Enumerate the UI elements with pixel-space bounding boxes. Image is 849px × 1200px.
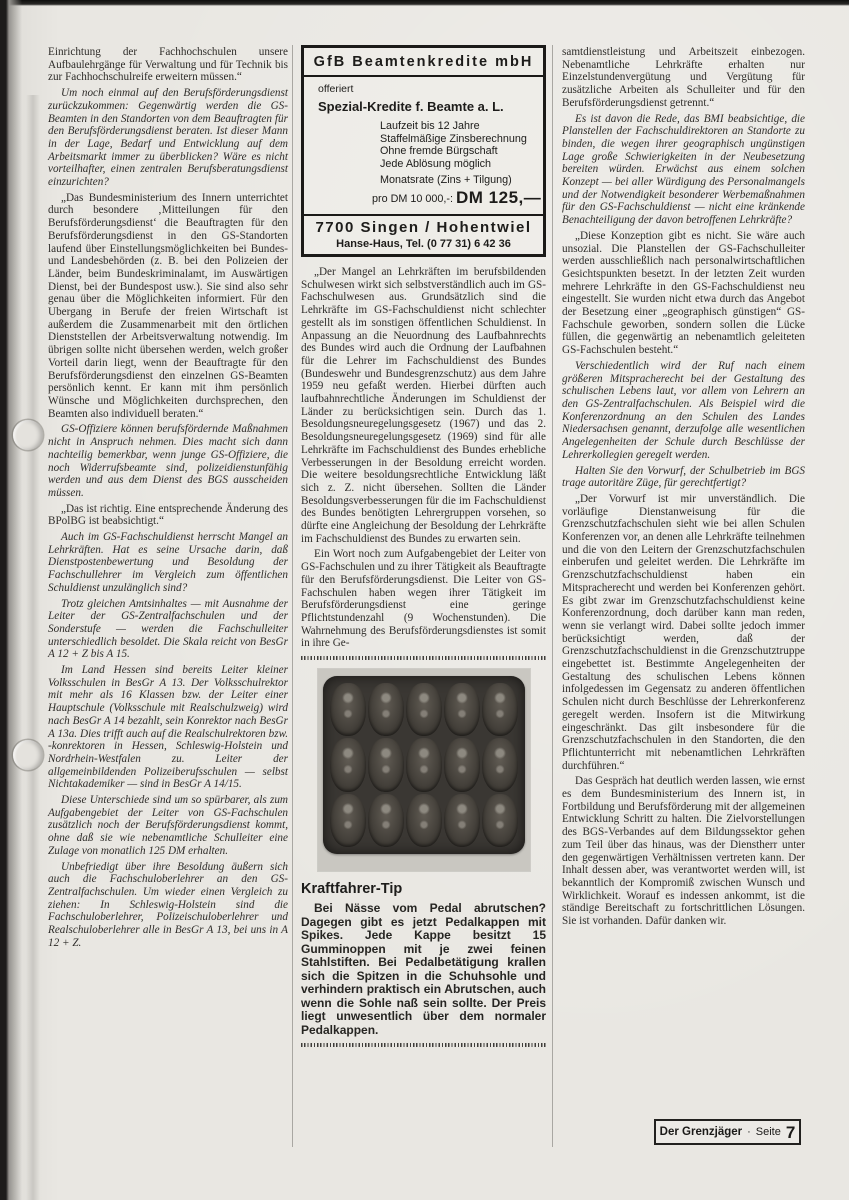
rubber-stud xyxy=(482,794,518,847)
ad-feature: Staffelmäßige Zinsberechnung xyxy=(380,132,527,145)
footer-separator: · xyxy=(747,1126,751,1138)
page-label: Seite xyxy=(755,1126,781,1138)
paragraph: Im Land Hessen sind bereits Leiter kleiner Volksschulen in BesGr A 13. Der Volksschulrektor mit mehr als 16 Klassen bzw. der Leiter einer Hauptschule (Volksschule mit Realschulzweig) wird nach BesGr A 14 bezahlt, sein Konrektor nach BesGr A 13a. Dies trifft auch auf die Realschulrektoren bzw. -konrektoren in Hessen, Schleswig-Holstein und Nordrhein-Westfalen zu. Leiter der allgemeinbildenden Polizeiberufsschulen — selbst Nichtakademiker — sind in BesGr A 14/15. xyxy=(48,664,288,791)
ad-feature: Ohne fremde Bürgschaft xyxy=(380,145,498,157)
page-fold-shadow xyxy=(26,95,40,1200)
journal-title: Der Grenzjäger xyxy=(659,1126,743,1138)
column-left xyxy=(48,46,288,953)
paragraph: „Der Vorwurf ist mir unverständlich. Die vorläufige Dienstanweisung für die Grenzschutzfachschulen sieht wie bei allen Schulen Konferenzen vor, an denen alle Lehrkräfte teilnehmen und die von den Leitern der Grenzschutzfachschulen einberufen und geleitet werden. Die Lehrkräfte im Grenzschutzfachschuldienst haben ein Mitspracherecht und werden bei Konferenzen gehört. Es gibt zwar im Grenzschutzfachschuldienst keine Konferenzordnung, doch darüber kann man reden, wenn sie verlangt wird. Dabei sollte jedoch immer berücksichtigt werden, daß der Grenzschutzfachschuldienst in die Grenzschutztruppe eingebettet ist. Bestimmte Angelegenheiten der Gestaltung des schulischen Lebens können infolgedessen im Gegensatz zu anderen öffentlichen Schulen nicht durch Beschlüsse der Lehrerkonferenz geregelt werden. Insofern ist die Mitwirkung eingeschränkt. Das gilt insbesondere für die Grenzschutzfachschulen in den Standorten, die den Pflichtunterricht mit nebenamtlichen Lehrkräften durchführen.“ xyxy=(562,492,805,772)
dotted-divider-bottom xyxy=(301,1043,546,1047)
paragraph: Halten Sie den Vorwurf, der Schulbetrieb im BGS trage autoritäre Züge, für gerechtfertigt? xyxy=(562,464,805,490)
ad-city: 7700 Singen / Hohentwiel xyxy=(315,219,532,236)
column-middle-text xyxy=(301,266,546,650)
ad-contact: Hanse-Haus, Tel. (0 77 31) 6 42 36 xyxy=(336,238,511,250)
scan-edge-top xyxy=(0,0,849,6)
rubber-stud xyxy=(406,738,442,791)
paragraph: „Das Bundesministerium des Innern unterrichtet durch besondere ‚Mitteilungen für den Berufsförderungsdienst‘ die Beauftragten für den Berufsförderungsdienst in den GS-Standorten laufend über Einstellungsmöglichkeiten bei Bundes- und Landesbehörden (z. B. bei den Polizeien der Länder, beim Bundeskriminalamt, im Auswärtigen Dienst, bei der Bundespost usw.). Sie sind also sehr genau über die Möglichkeiten informiert. Für den Ubergang in Berufe der freien Wirtschaft ist außerdem die Zusammenarbeit mit den örtlichen Dienststellen der Arbeitsverwaltung notwendig. Im übrigen sollte nicht übersehen werden, welch großer Vorteil darin liegt, wenn der Beauftragte für den Berufsförderungsdienst den einzelnen GS-Beamten persönlich kennt. Er kann mit ihm persönlich Wünsche und Möglichkeiten durchsprechen, den Beamten also individuell beraten.“ xyxy=(48,191,288,420)
punch-hole xyxy=(13,420,43,450)
rubber-stud xyxy=(330,683,366,736)
rubber-stud xyxy=(368,794,404,847)
dotted-divider-top xyxy=(301,656,546,660)
ad-address-block xyxy=(304,214,543,254)
tip-body: Bei Nässe vom Pedal abrutschen? Dagegen gibt es jetzt Pedalkappen mit Spikes. Jede Kappe besitzt 15 Gumminoppen mit je zwei feinen Stahlstiften. Bei Pedalbetätigung krallen sich die Spitzen in die Schuhsohle und verhindern praktisch ein Abrutschen, auch wenn die Sohle naß sein sollte. Der Preis liegt unwesentlich über dem normaler Pedalkappen. xyxy=(301,901,546,1037)
ad-intro: offeriert xyxy=(318,83,354,95)
rubber-stud xyxy=(444,738,480,791)
paragraph: Einrichtung der Fachhochschulen unsere Aufbaulehrgänge für Verwaltung und für Technik bis zur Fachhochschulreife erweitern müssen.“ xyxy=(48,46,288,84)
rubber-stud xyxy=(406,794,442,847)
paragraph: Diese Unterschiede sind um so spürbarer, als zum Aufgabengebiet der Leiter von GS-Fachschulen zusätzlich noch der Berufsförderungsdienst kommt, ohne daß sie wie nebenamtliche Schulleiter eine Zulage von monatlich 125 DM erhalten. xyxy=(48,794,288,857)
paragraph: Um noch einmal auf den Berufsförderungsdienst zurückzukommen: Gegenwärtig werden die GS-Beamten in den Standorten von dem Beauftragten für den Berufsförderungsdienst beraten. Ist dieser Mann in der Lage, Bedarf und Entwicklung auf dem Arbeitsmarkt immer zu überblicken? Wäre es nicht vorteilhafter, einen zentralen Berufsberatungsdienst einzurichten? xyxy=(48,87,288,189)
column-right xyxy=(562,46,805,1156)
ad-company-name: GfB Beamtenkredite mbH xyxy=(304,48,543,77)
paragraph: „Der Mangel an Lehrkräften im berufsbildenden Schulwesen wirkt sich selbstverständlich auch im GS-Fachschulwesen aus. Grundsätzlich sind die Lehrkräfte im GS-Fachschuldienst nicht schlechter gestellt als im sonstigen öffentlichen Schuldienst. In Anpassung an die Neuordnung des Laufbahnrechts des Bundes wird auch die Ordnung der Laufbahnen für die Lehrer im Fachschuldienst des Bundes (Bundeswehr und Bundesgrenzschutz) aus dem Jahre 1959 neu gefaßt werden. Hierbei dürften auch laufbahnrechtliche Änderungen im Schuldienst der Länder zu berücksichtigen sein. Durch das 1. Besoldungsneuregelungsgesetz (1967) und das 2. Besoldungsneuregelungsgesetz (1969) sind für alle Lehrkräfte im Fachschuldienst des Bundes erhebliche Verbesserungen in der Besoldung erreicht worden. Die weitere besoldungsrechtliche Entwicklung läßt sich z. Z. nicht übersehen. Sollten die Länder Besoldungsverbesserungen für die im Fachschuldienst des Bundes benötigten Lehrergruppen vorsehen, so dürfte eine Angleichung der Besoldung der Lehrkräfte im Fachschuldienst des Bundes zu erwarten sein. xyxy=(301,266,546,545)
column-divider xyxy=(292,45,293,1147)
paragraph: samtdienstleistung und Arbeitszeit einbezogen. Nebenamtliche Lehrkräfte erhalten nur Einzelstundenvergütung und Vergütung für zusätzliche Arbeiten als Schulleiter und für den Berufsförderungsdienst getrennt.“ xyxy=(562,46,805,109)
rubber-stud xyxy=(444,794,480,847)
rubber-stud xyxy=(330,738,366,791)
column-divider xyxy=(552,45,553,1147)
ad-feature: Laufzeit bis 12 Jahre xyxy=(380,120,480,132)
paragraph: „Das ist richtig. Eine entsprechende Änderung des BPolBG ist beabsichtigt.“ xyxy=(48,502,288,528)
page-number: 7 xyxy=(785,1122,796,1142)
rubber-stud xyxy=(330,794,366,847)
rubber-stud xyxy=(444,683,480,736)
paragraph: GS-Offiziere können berufsfördernde Maßnahmen nicht in Anspruch nehmen. Dies macht sich dann nachteilig bemerkbar, wenn junge GS-Offiziere, die noch Widerrufsbeamte sind, polizeidienstunfähig werden und aus dem Dienst des BGS ausscheiden müssen. xyxy=(48,423,288,499)
rubber-stud xyxy=(482,683,518,736)
ad-rate-line xyxy=(372,188,542,208)
advertisement-gfb-kredite xyxy=(301,45,546,257)
rubber-stud xyxy=(368,738,404,791)
rubber-stud xyxy=(368,683,404,736)
page-footer xyxy=(654,1119,801,1145)
tip-heading: Kraftfahrer-Tip xyxy=(301,881,403,898)
paragraph: Verschiedentlich wird der Ruf nach einem größeren Mitspracherecht bei der Gestaltung des schulischen Lebens laut, vor allem von Lehrern an den GS-Zentralfachschulen. Als Beispiel wird die Konferenzordnung an den Schulen des Landes Niedersachsen genannt, derzufolge alle wesentlichen Angelegenheiten der Schule durch Beschlüsse der Lehrerkollegien geregelt werden. xyxy=(562,359,805,461)
ad-rate-label: Monatsrate (Zins + Tilgung) xyxy=(380,174,512,186)
ad-body xyxy=(304,77,543,214)
paragraph: Es ist davon die Rede, das BMI beabsichtige, die Planstellen der Fachschuldirektoren an Standorte zu binden, die wegen ihrer geographisch ungünstigen Lage große Schwierigkeiten in der Neubesetzung bereiten würden. Erwächst aus einem solchen Konzept — bei aller Würdigung des Personalmangels und der Notwendigkeit besonderer Werbemaßnahmen für den GS-Fachschuldienst — nicht eine kränkende Benachteiligung der davon betroffenen Lehrkräfte? xyxy=(562,112,805,227)
paragraph: Auch im GS-Fachschuldienst herrscht Mangel an Lehrkräften. Hat es seine Ursache darin, daß Dienstpostenbewertung und Besoldung der Fachschullehrer im Vergleich zum öffentlichen Schuldienst unzulänglich sind? xyxy=(48,531,288,594)
punch-hole xyxy=(13,740,43,770)
pedal-caps-photo xyxy=(318,669,530,871)
paragraph: „Diese Konzeption gibt es nicht. Sie wäre auch unsozial. Die Planstellen der GS-Fachschulleiter werden ausschließlich nach personalwirtschaftlichen Gesichtspunkten besetzt. In der letzten Zeit wurden mehrere Lehrkräfte in den GS-Fachschuldienst neu eingestellt. Sie wurden nicht etwa durch das Angebot der Besetzung einer „geographisch günstigen“ GS-Fachschule geworben, sondern sollen die Lücke füllen, die gegenwärtig an nebenamtlich geleiteten GS-Fachschulen besteht.“ xyxy=(562,229,805,357)
rubber-stud xyxy=(482,738,518,791)
paragraph: Trotz gleichen Amtsinhaltes — mit Ausnahme der Leiter der GS-Zentralfachschulen und der Sonderstufe — werden die Fachschulleiter unterschiedlich besoldet. Die Skala reicht von BesGr A 12 + Z bis A 15. xyxy=(48,597,288,661)
scan-edge-left xyxy=(0,0,22,1200)
ad-feature-list xyxy=(380,120,535,170)
ad-feature: Jede Ablösung möglich xyxy=(380,157,492,170)
paragraph: Das Gespräch hat deutlich werden lassen, wie ernst es dem Bundesministerium des Innern ist, in Fortbildung und Berufsförderung mit der allgemeinen Entwicklung Schritt zu halten. Die Zielvorstellungen des BGS-Verbandes auf dem Bildungssektor gehen zum Teil über das hinaus, was der Dienstherr unter den gegenwärtigen Verhältnissen vertreten kann. Der Inhalt dessen aber, was verantwortet werden will, ist bekanntlich der Kompromiß zwischen Wunsch und Wirklichkeit. Worauf es indessen ankommt, ist die ständige Bereitschaft zu fortschrittlichen Lösungen. Sie ist vorhanden. Dafür danken wir. xyxy=(562,775,805,928)
paragraph: Unbefriedigt über ihre Besoldung äußern sich auch die Fachschuloberlehrer an den GS-Zentralfachschulen. Um wieder einen Vergleich zu ziehen: In Schleswig-Holstein sind die Fachschuloberlehrer, Polizeischuloberlehrer und Realschuloberlehrer alle in BesGr A 13, bei uns in A 12 + Z. xyxy=(48,860,288,949)
ad-rate-prefix: pro DM 10 000,-: xyxy=(372,193,454,205)
ad-rate-value: DM 125,— xyxy=(456,188,542,207)
ad-product-title: Spezial-Kredite f. Beamte a. L. xyxy=(318,99,504,114)
column-middle xyxy=(301,45,546,1047)
paragraph: Ein Wort noch zum Aufgabengebiet der Leiter von GS-Fachschulen und zu ihrer Tätigkeit als Beauftragte für den Berufsförderungsdienst. Die Leiter von GS-Fachschulen haben wegen ihrer Tätigkeit im Berufsförderungsdienst eine geringe Pflichtstundenzahl (9 Wochenstunden). Die Wahrnehmung des Berufsförderungsdienstes ist somit in ihre Ge- xyxy=(301,548,546,650)
rubber-stud xyxy=(406,683,442,736)
pedal-cap-object xyxy=(323,676,525,854)
